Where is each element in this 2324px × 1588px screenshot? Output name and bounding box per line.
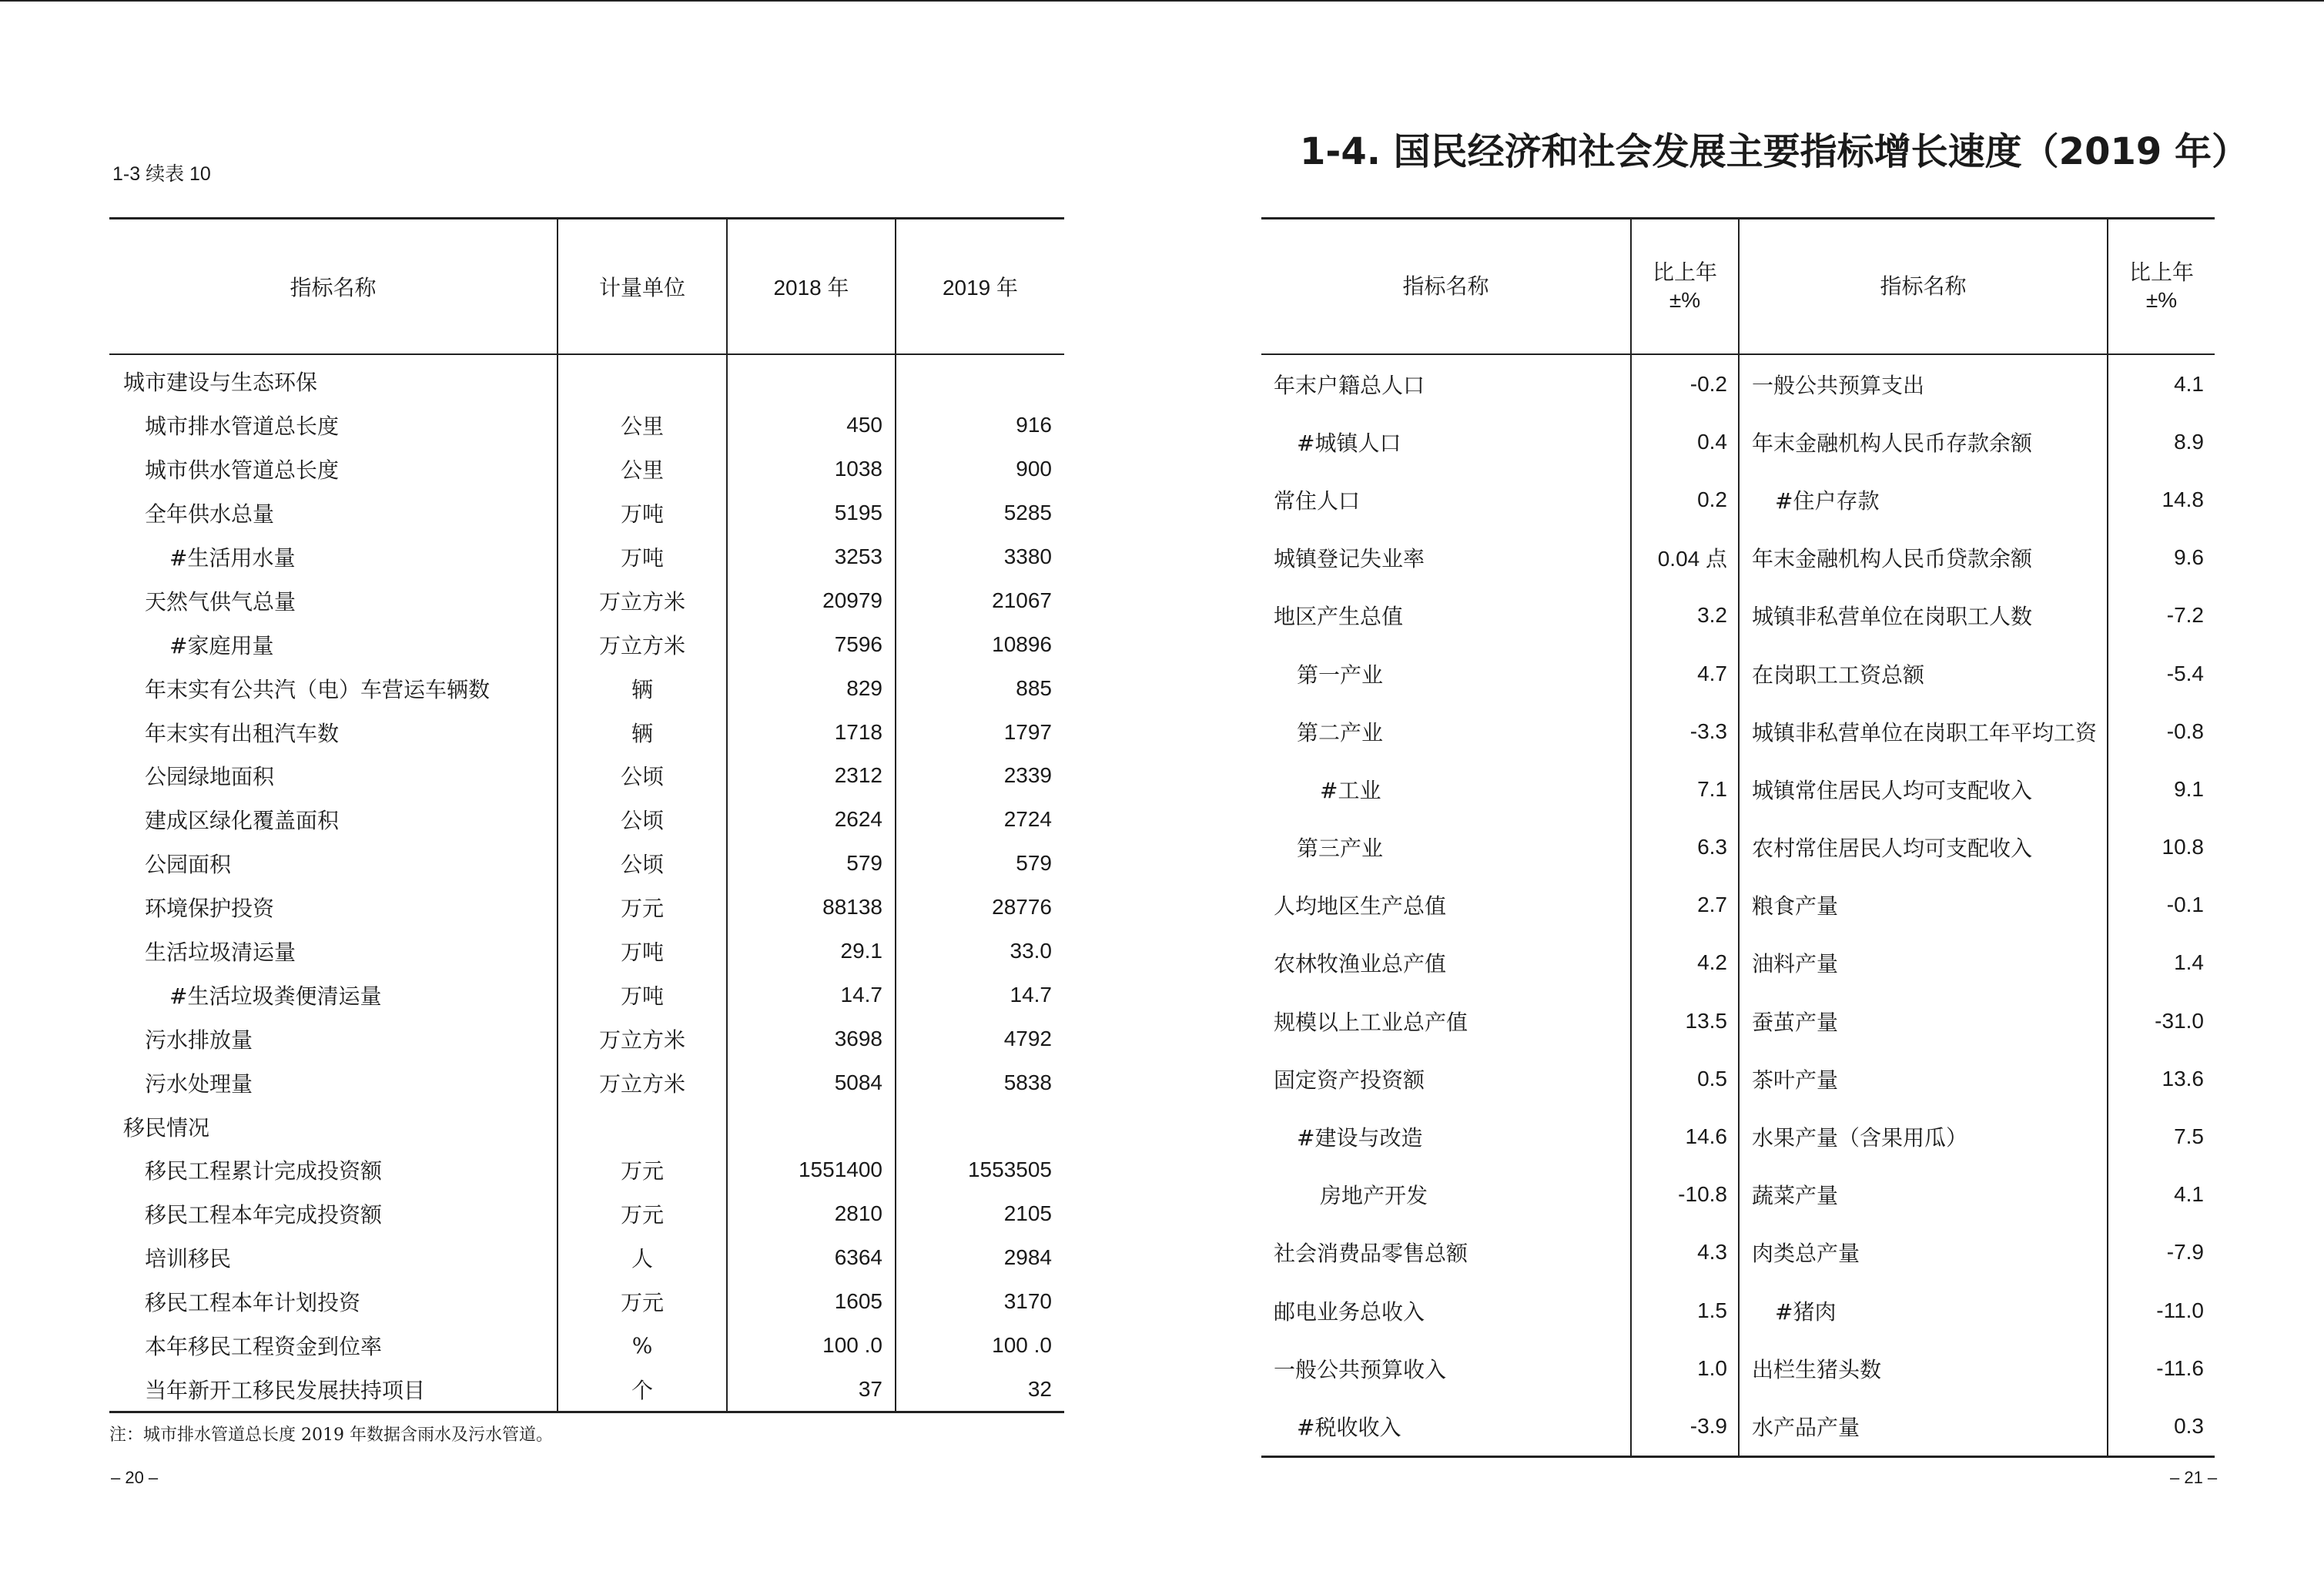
indicator-name: 污水排放量 [145, 1027, 253, 1053]
value-2019: 28776 [896, 886, 1064, 930]
table-row [1261, 760, 2215, 818]
header-indicator-name: 指标名称 [109, 219, 558, 355]
table-continuation-label: 1-3 续表 10 [112, 163, 211, 185]
indicator-name-left: 常住人口 [1274, 487, 1361, 514]
unit: 辆 [558, 710, 727, 754]
value-2018: 88138 [727, 886, 896, 930]
unit: 公顷 [558, 798, 727, 842]
indicator-name: 当年新开工移民发展扶持项目 [145, 1377, 426, 1403]
table-row [109, 1324, 1064, 1368]
top-border-line [0, 0, 2324, 2]
indicator-name-left: 第一产业 [1297, 662, 1384, 688]
indicator-name-left: 规模以上工业总产值 [1274, 1009, 1468, 1035]
unit [558, 1104, 727, 1148]
table-row [1261, 876, 2215, 934]
value-2018: 6364 [727, 1236, 896, 1280]
indicator-name-right: #猪肉 [1739, 1281, 2108, 1339]
indicator-name-left: 农林牧渔业总产值 [1274, 951, 1447, 977]
unit: 万吨 [558, 491, 727, 535]
indicator-name: 移民工程累计完成投资额 [145, 1158, 383, 1184]
unit: 公顷 [558, 842, 727, 886]
value-2019: 2339 [896, 754, 1064, 798]
indicator-name: #生活用水量 [169, 545, 296, 571]
indicator-name-left: 第二产业 [1297, 719, 1384, 745]
value-2019: 2724 [896, 798, 1064, 842]
value-2018: 7596 [727, 622, 896, 666]
indicator-name-left: 房地产开发 [1320, 1183, 1428, 1209]
table-row [109, 1104, 1064, 1148]
unit: 公顷 [558, 754, 727, 798]
table-row [109, 1280, 1064, 1324]
table-row [1261, 1224, 2215, 1281]
value-2019: 3170 [896, 1280, 1064, 1324]
unit: 公里 [558, 447, 727, 491]
change-value-left: 0.04 点 [1631, 529, 1739, 587]
indicator-name-right: 年末金融机构人民币存款余额 [1739, 413, 2108, 471]
unit: 万吨 [558, 973, 727, 1017]
change-value-right: 9.6 [2108, 529, 2215, 587]
indicator-name-right: 年末金融机构人民币贷款余额 [1739, 529, 2108, 587]
indicator-name-left: 城镇登记失业率 [1274, 546, 1425, 572]
table-row [109, 1236, 1064, 1280]
indicator-name-right: 城镇常住居民人均可支配收入 [1739, 760, 2108, 818]
change-value-left: 1.5 [1631, 1281, 1739, 1339]
indicator-name-right: 在岗职工工资总额 [1739, 645, 2108, 702]
unit: 万元 [558, 1192, 727, 1236]
change-value-right: -31.0 [2108, 992, 2215, 1050]
value-2019: 10896 [896, 622, 1064, 666]
indicator-name: 建成区绿化覆盖面积 [145, 808, 340, 834]
value-2018: 450 [727, 404, 896, 447]
table-row [109, 1367, 1064, 1412]
value-2019: 100 .0 [896, 1324, 1064, 1368]
indicator-name: 公园面积 [145, 852, 232, 878]
value-2018: 5195 [727, 491, 896, 535]
indicator-name: 城市供水管道总长度 [145, 457, 340, 484]
unit: 公里 [558, 404, 727, 447]
table-row [109, 1148, 1064, 1192]
change-value-left: 2.7 [1631, 876, 1739, 934]
indicator-name-right: 茶叶产量 [1739, 1050, 2108, 1107]
indicator-name: 年末实有出租汽车数 [145, 720, 340, 746]
page-number-right: – 21 – [2170, 1468, 2218, 1487]
right-table-body [1261, 354, 2215, 1456]
change-value-right: 10.8 [2108, 819, 2215, 876]
table-row [1261, 1166, 2215, 1224]
header-change-label: 比上年 [1652, 260, 1717, 285]
value-2018: 1605 [727, 1280, 896, 1324]
unit: 万立方米 [558, 578, 727, 622]
indicator-name: 年末实有公共汽（电）车营运车辆数 [145, 676, 491, 702]
value-2018: 1551400 [727, 1148, 896, 1192]
indicator-name-right: 水果产量（含果用瓜） [1739, 1107, 2108, 1165]
change-value-right: -5.4 [2108, 645, 2215, 702]
indicator-name-left: #城镇人口 [1297, 430, 1401, 456]
value-2019: 5838 [896, 1060, 1064, 1104]
value-2018: 3698 [727, 1017, 896, 1060]
header-percent-label: ±% [1669, 288, 1701, 312]
value-2018 [727, 354, 896, 404]
change-value-right: -11.0 [2108, 1281, 2215, 1339]
indicator-name: 环境保护投资 [145, 896, 275, 922]
left-table-body [109, 354, 1064, 1412]
value-2018: 5084 [727, 1060, 896, 1104]
value-2018: 100 .0 [727, 1324, 896, 1368]
value-2019: 900 [896, 447, 1064, 491]
table-row [109, 1192, 1064, 1236]
indicator-name-left: #工业 [1320, 777, 1381, 803]
change-value-right: 14.8 [2108, 471, 2215, 528]
change-value-right: 7.5 [2108, 1107, 2215, 1165]
table-row [109, 622, 1064, 666]
table-row [1261, 529, 2215, 587]
indicator-name: 全年供水总量 [145, 501, 275, 528]
unit: 万吨 [558, 930, 727, 973]
value-2019 [896, 354, 1064, 404]
change-value-left: 3.2 [1631, 587, 1739, 645]
indicator-name-right: 城镇非私营单位在岗职工人数 [1739, 587, 2108, 645]
unit: 人 [558, 1236, 727, 1280]
change-value-right: 1.4 [2108, 934, 2215, 992]
indicator-name: #家庭用量 [169, 632, 274, 658]
value-2019: 14.7 [896, 973, 1064, 1017]
change-value-left: -10.8 [1631, 1166, 1739, 1224]
change-value-right: 13.6 [2108, 1050, 2215, 1107]
value-2019: 2984 [896, 1236, 1064, 1280]
table-row [109, 535, 1064, 579]
footnote: 注：城市排水管道总长度 2019 年数据含雨水及污水管道。 [109, 1426, 553, 1445]
indicator-name: 公园绿地面积 [145, 764, 275, 790]
indicator-name-left: 年末户籍总人口 [1274, 372, 1425, 398]
indicator-name-left: 地区产生总值 [1274, 604, 1404, 630]
value-2019: 4792 [896, 1017, 1064, 1060]
value-2018: 2312 [727, 754, 896, 798]
table-row [1261, 1050, 2215, 1107]
header-change-left [1631, 219, 1739, 355]
indicator-name: 城市建设与生态环保 [123, 370, 318, 396]
change-value-right: -0.8 [2108, 702, 2215, 760]
indicator-name-left: 一般公共预算收入 [1274, 1356, 1447, 1382]
change-value-left: 13.5 [1631, 992, 1739, 1050]
indicator-name-right: 出栏生猪头数 [1739, 1339, 2108, 1397]
table-row [1261, 1397, 2215, 1456]
value-2019: 21067 [896, 578, 1064, 622]
change-value-left: 0.4 [1631, 413, 1739, 471]
table-row [109, 973, 1064, 1017]
unit: 万立方米 [558, 1060, 727, 1104]
header-indicator-name-left: 指标名称 [1261, 219, 1631, 355]
unit: 辆 [558, 666, 727, 710]
value-2019: 1553505 [896, 1148, 1064, 1192]
page-title: 1-4. 国民经济和社会发展主要指标增长速度（2019 年） [1300, 130, 2249, 173]
growth-rate-table [1261, 217, 2215, 1458]
indicator-name: 生活垃圾清运量 [145, 940, 296, 966]
table-row [109, 354, 1064, 404]
table-row [1261, 413, 2215, 471]
change-value-right: 9.1 [2108, 760, 2215, 818]
value-2019: 33.0 [896, 930, 1064, 973]
indicator-name: 移民工程本年完成投资额 [145, 1202, 383, 1228]
left-data-table-container [109, 217, 1064, 1413]
value-2018: 2624 [727, 798, 896, 842]
value-2019: 916 [896, 404, 1064, 447]
value-2018: 37 [727, 1367, 896, 1412]
unit: % [558, 1324, 727, 1368]
table-row [1261, 471, 2215, 528]
indicator-name-left: #建设与改造 [1297, 1125, 1423, 1151]
change-value-left: 1.0 [1631, 1339, 1739, 1397]
table-row [109, 798, 1064, 842]
indicator-name-left: 第三产业 [1297, 836, 1384, 862]
header-change-right [2108, 219, 2215, 355]
change-value-left: 14.6 [1631, 1107, 1739, 1165]
indicator-name-right: 城镇非私营单位在岗职工年平均工资 [1739, 702, 2108, 760]
indicator-name-right: 油料产量 [1739, 934, 2108, 992]
value-2019: 3380 [896, 535, 1064, 579]
table-row [109, 447, 1064, 491]
indicator-name: 城市排水管道总长度 [145, 414, 340, 440]
table-row [109, 710, 1064, 754]
indicator-name: #生活垃圾粪便清运量 [169, 983, 382, 1009]
indicator-name-right: 蚕茧产量 [1739, 992, 2108, 1050]
indicator-name-right: #住户存款 [1739, 471, 2108, 528]
change-value-right: -0.1 [2108, 876, 2215, 934]
value-2018: 29.1 [727, 930, 896, 973]
unit: 万元 [558, 1148, 727, 1192]
unit: 万立方米 [558, 1017, 727, 1060]
change-value-left: 6.3 [1631, 819, 1739, 876]
table-row [1261, 1281, 2215, 1339]
indicator-name-left: 邮电业务总收入 [1274, 1298, 1425, 1325]
value-2018: 579 [727, 842, 896, 886]
header-percent-label: ±% [2145, 288, 2178, 312]
unit: 万元 [558, 886, 727, 930]
table-row [1261, 645, 2215, 702]
table-row [1261, 1339, 2215, 1397]
value-2018: 20979 [727, 578, 896, 622]
change-value-left: 4.2 [1631, 934, 1739, 992]
table-row [1261, 1107, 2215, 1165]
indicator-name: 天然气供气总量 [145, 588, 296, 615]
change-value-left: 0.5 [1631, 1050, 1739, 1107]
indicator-name: 培训移民 [145, 1246, 232, 1272]
table-header-row [109, 219, 1064, 355]
indicator-name-right: 蔬菜产量 [1739, 1166, 2108, 1224]
table-row [109, 1017, 1064, 1060]
table-row [1261, 354, 2215, 413]
value-2019: 579 [896, 842, 1064, 886]
table-row [109, 666, 1064, 710]
unit: 万吨 [558, 535, 727, 579]
table-row [1261, 819, 2215, 876]
change-value-left: 4.3 [1631, 1224, 1739, 1281]
table-row [1261, 702, 2215, 760]
indicator-name-right: 水产品产量 [1739, 1397, 2108, 1456]
header-change-label: 比上年 [2128, 260, 2194, 285]
change-value-right: 4.1 [2108, 354, 2215, 413]
value-2019: 885 [896, 666, 1064, 710]
table-row [109, 930, 1064, 973]
change-value-right: -7.2 [2108, 587, 2215, 645]
indicator-name: 污水处理量 [145, 1070, 253, 1097]
indicator-name-right: 肉类总产量 [1739, 1224, 2108, 1281]
table-row [1261, 934, 2215, 992]
table-row [109, 404, 1064, 447]
change-value-left: 7.1 [1631, 760, 1739, 818]
change-value-left: 0.2 [1631, 471, 1739, 528]
value-2018: 1038 [727, 447, 896, 491]
indicator-name-left: 社会消费品零售总额 [1274, 1241, 1468, 1267]
unit [558, 354, 727, 404]
indicator-name-right: 一般公共预算支出 [1739, 354, 2108, 413]
unit: 万立方米 [558, 622, 727, 666]
value-2019: 32 [896, 1367, 1064, 1412]
urban-construction-table [109, 217, 1064, 1413]
value-2019: 5285 [896, 491, 1064, 535]
indicator-name-right: 粮食产量 [1739, 876, 2108, 934]
change-value-left: -3.3 [1631, 702, 1739, 760]
indicator-name-left: 固定资产投资额 [1274, 1067, 1425, 1093]
header-year-2019: 2019 年 [896, 219, 1064, 355]
header-unit: 计量单位 [558, 219, 727, 355]
table-header-row [1261, 219, 2215, 355]
indicator-name: 移民工程本年计划投资 [145, 1290, 361, 1316]
value-2018: 2810 [727, 1192, 896, 1236]
table-row [1261, 587, 2215, 645]
unit: 万元 [558, 1280, 727, 1324]
value-2019: 1797 [896, 710, 1064, 754]
table-row [109, 1060, 1064, 1104]
table-row [109, 491, 1064, 535]
indicator-name-left: 人均地区生产总值 [1274, 893, 1447, 920]
value-2018: 3253 [727, 535, 896, 579]
change-value-right: -11.6 [2108, 1339, 2215, 1397]
table-row [109, 886, 1064, 930]
change-value-left: -0.2 [1631, 354, 1739, 413]
page-number-left: – 20 – [111, 1468, 159, 1487]
change-value-right: -7.9 [2108, 1224, 2215, 1281]
change-value-left: -3.9 [1631, 1397, 1739, 1456]
value-2018 [727, 1104, 896, 1148]
value-2018: 14.7 [727, 973, 896, 1017]
table-row [109, 754, 1064, 798]
value-2018: 829 [727, 666, 896, 710]
header-year-2018: 2018 年 [727, 219, 896, 355]
change-value-right: 4.1 [2108, 1166, 2215, 1224]
indicator-name-right: 农村常住居民人均可支配收入 [1739, 819, 2108, 876]
unit: 个 [558, 1367, 727, 1412]
change-value-left: 4.7 [1631, 645, 1739, 702]
table-row [109, 578, 1064, 622]
indicator-name: 本年移民工程资金到位率 [145, 1334, 383, 1360]
right-data-table-container [1261, 217, 2215, 1458]
value-2018: 1718 [727, 710, 896, 754]
change-value-right: 8.9 [2108, 413, 2215, 471]
table-row [1261, 992, 2215, 1050]
value-2019: 2105 [896, 1192, 1064, 1236]
value-2019 [896, 1104, 1064, 1148]
header-indicator-name-right: 指标名称 [1739, 219, 2108, 355]
indicator-name: 移民情况 [123, 1114, 210, 1141]
change-value-right: 0.3 [2108, 1397, 2215, 1456]
indicator-name-left: #税收收入 [1297, 1414, 1401, 1440]
table-row [109, 842, 1064, 886]
